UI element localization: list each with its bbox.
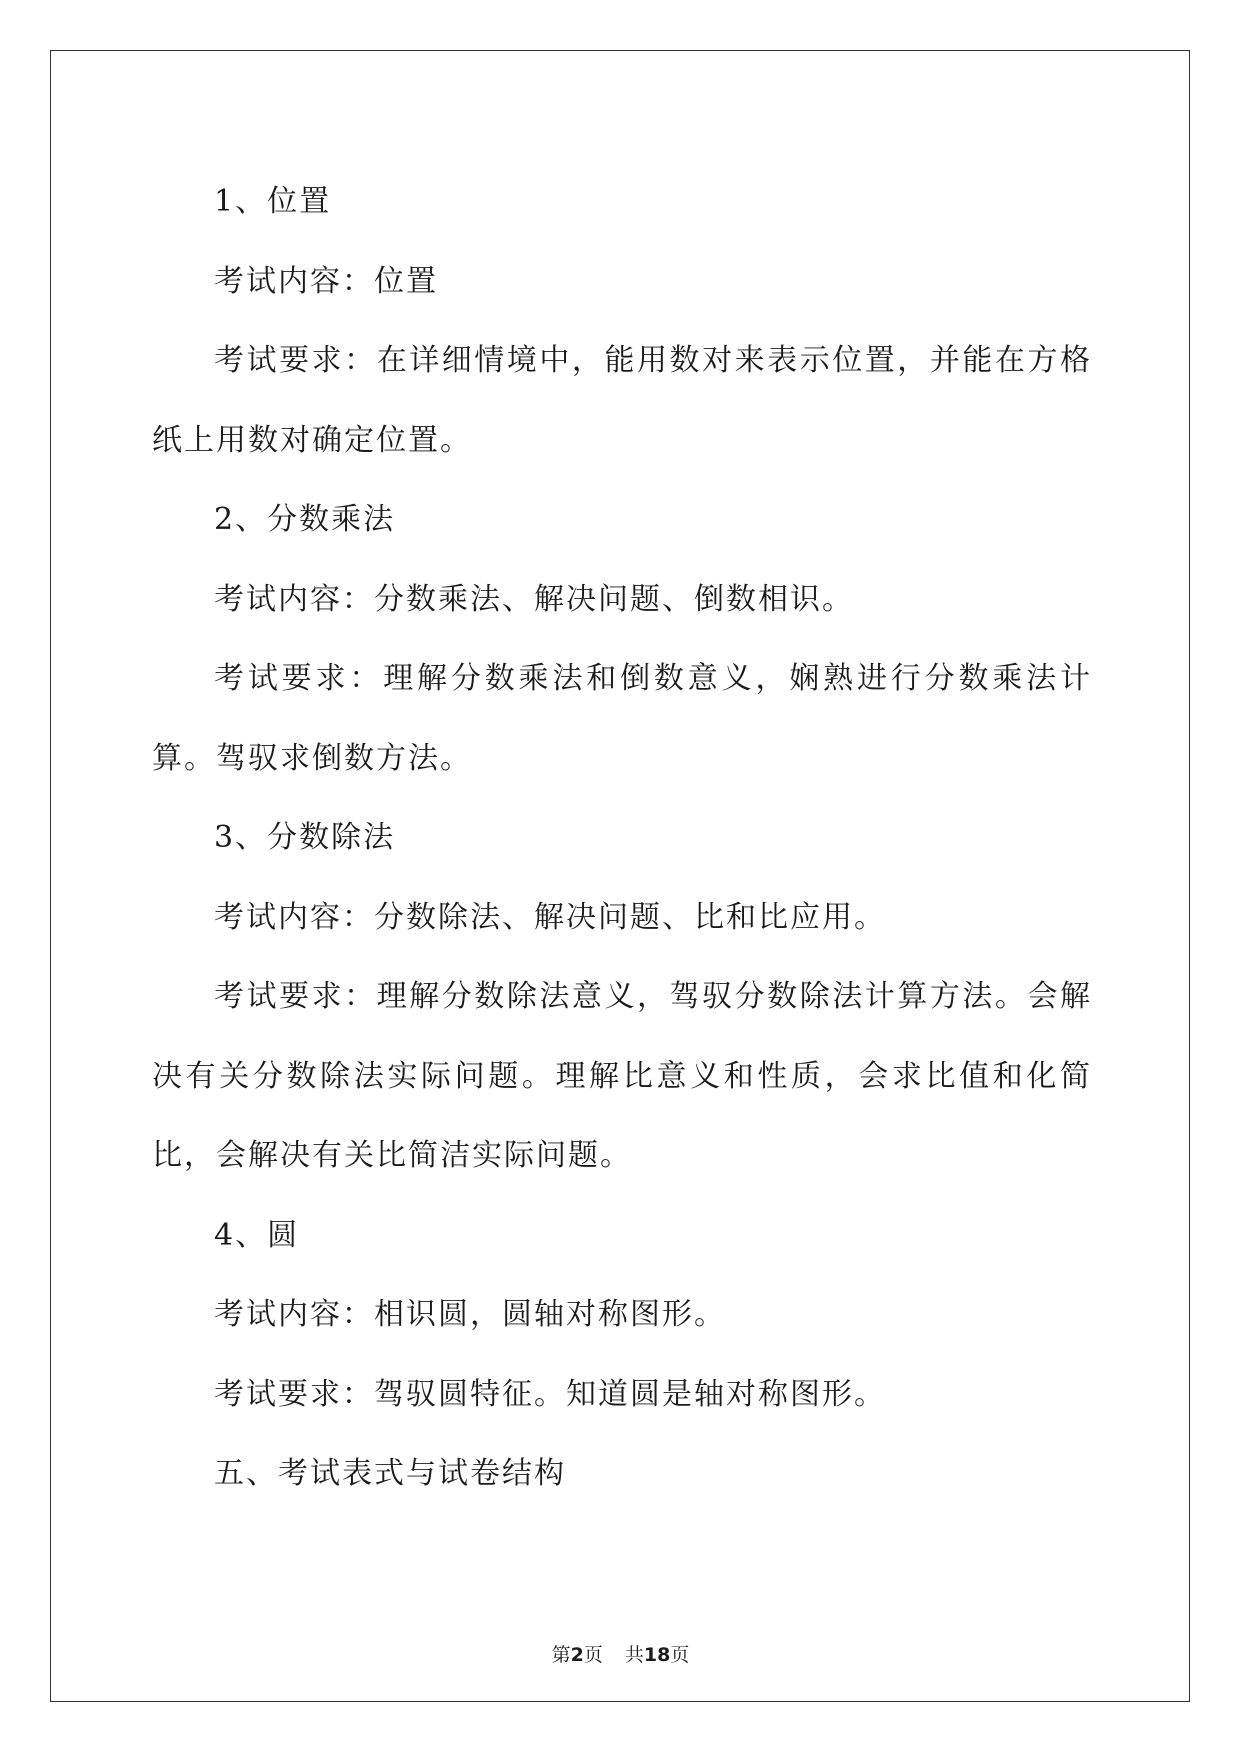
section-heading-fraction-division: 3、分数除法 xyxy=(214,820,396,855)
total-suffix: 页 xyxy=(670,1644,690,1666)
exam-content-fraction-division: 考试内容：分数除法、解决问题、比和比应用。 xyxy=(214,899,886,935)
total-prefix: 共 xyxy=(624,1644,644,1666)
exam-requirement-position: 考试要求：在详细情境中，能用数对来表示位置，并能在方格纸上用数对确定位置。 xyxy=(152,343,1092,458)
total-pages: 18 xyxy=(643,1644,671,1666)
document-body xyxy=(152,162,1092,1514)
page-number: 2 xyxy=(570,1644,584,1666)
section-heading-position: 1、位置 xyxy=(214,184,332,219)
exam-content-fraction-multiplication: 考试内容：分数乘法、解决问题、倒数相识。 xyxy=(214,581,854,617)
exam-requirement-fraction-division: 考试要求：理解分数除法意义，驾驭分数除法计算方法。会解决有关分数除法实际问题。理解比意义和性质，会求比值和化简比，会解决有关比简洁实际问题。 xyxy=(152,979,1092,1173)
page-footer xyxy=(0,1640,1241,1667)
section-heading-fraction-multiplication: 2、分数乘法 xyxy=(214,502,396,537)
exam-content-position: 考试内容：位置 xyxy=(214,263,438,299)
section-heading-exam-format: 五、考试表式与试卷结构 xyxy=(214,1456,566,1491)
exam-requirement-circle: 考试要求：驾驭圆特征。知道圆是轴对称图形。 xyxy=(214,1376,886,1412)
exam-content-circle: 考试内容：相识圆，圆轴对称图形。 xyxy=(214,1297,726,1332)
exam-requirement-fraction-multiplication: 考试要求：理解分数乘法和倒数意义，娴熟进行分数乘法计算。驾驭求倒数方法。 xyxy=(152,661,1092,776)
page-suffix: 页 xyxy=(583,1644,603,1666)
section-heading-circle: 4、圆 xyxy=(214,1217,300,1253)
page-prefix: 第 xyxy=(551,1644,571,1666)
